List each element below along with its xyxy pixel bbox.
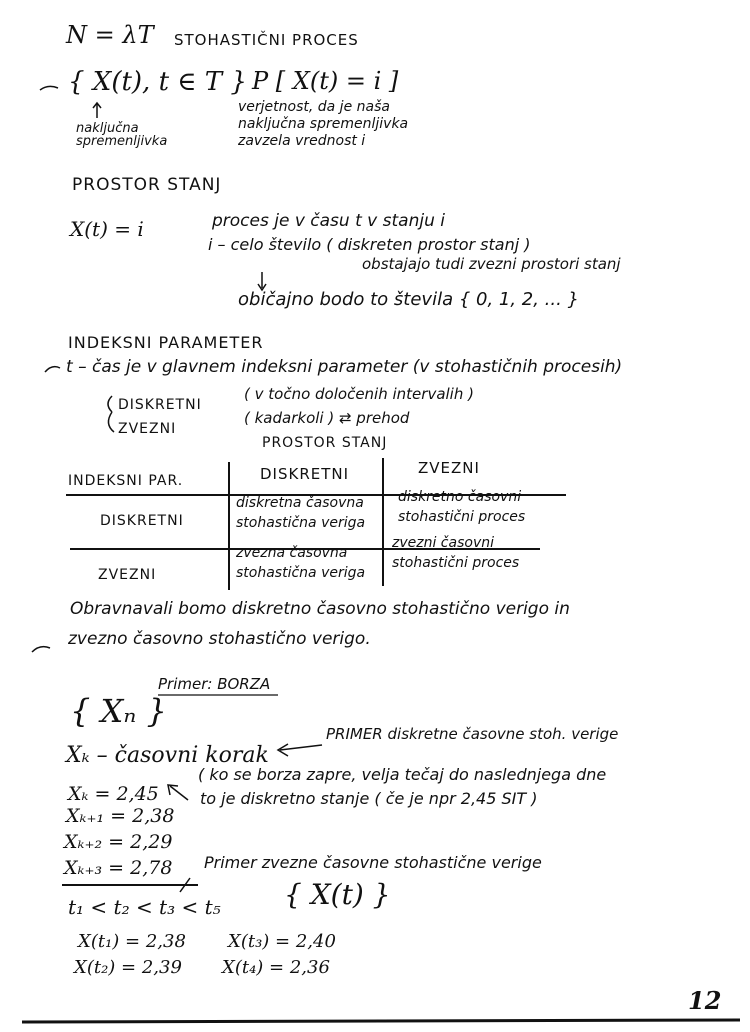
value-xk1: Xₖ₊₁ = 2,38	[66, 805, 175, 827]
table-cell-r2c2-line2: stohastični proces	[392, 555, 520, 571]
discrete-description: ( v točno določenih intervalih )	[244, 385, 474, 403]
table-column-rule-2	[382, 458, 384, 586]
table-corner-header: INDEKSNI PAR.	[68, 473, 184, 489]
value-xk2: Xₖ₊₂ = 2,29	[64, 831, 173, 853]
market-note-2: to je diskretno stanje ( če je npr 2,45 SIT )	[200, 789, 538, 808]
index-param-line-1: t – čas je v glavnem indeksni parameter (v stohastičnih procesih)	[66, 357, 623, 377]
discussion-line-2: zvezno časovno stohastično verigo.	[68, 629, 371, 649]
value-xk3: Xₖ₊₃ = 2,78	[64, 857, 173, 879]
index-param-heading: INDEKSNI PARAMETER	[68, 333, 264, 352]
process-set-expression: { X(t), t ∈ T }	[68, 67, 247, 97]
continuous-description: ( kadarkoli ) ⇄ prehod	[244, 409, 410, 427]
table-col-discrete: DISKRETNI	[260, 465, 350, 483]
continuous-example-note: Primer zvezne časovne stohastične verige	[204, 853, 542, 872]
probability-note-2: naključna spremenljivka	[238, 116, 409, 132]
table-column-rule-1	[228, 462, 230, 590]
table-cell-r2c1-line1: zvezna časovna	[236, 545, 348, 561]
probability-note-3: zavzela vrednost i	[238, 133, 366, 149]
value-xt1: X(t₁) = 2,38	[78, 931, 186, 952]
table-cell-r2c1-line2: stohastična veriga	[236, 565, 366, 581]
table-cell-r1c2-line1: diskretno časovni	[398, 489, 522, 505]
state-line-1: proces je v času t v stanju i	[212, 211, 445, 231]
table-row-discrete-label: DISKRETNI	[100, 513, 184, 529]
value-xt2: X(t₂) = 2,39	[74, 957, 182, 978]
example-title: Primer: BORZA	[158, 675, 271, 693]
state-line-4: običajno bodo to števila { 0, 1, 2, ... }	[238, 289, 580, 310]
random-variable-note-2: spremenljivka	[76, 134, 168, 149]
market-note-1: ( ko se borza zapre, velja tečaj do naslednjega dne	[198, 765, 607, 784]
table-cell-r2c2-line1: zvezni časovni	[392, 535, 494, 551]
value-xk: Xₖ = 2,45	[68, 783, 159, 805]
table-cell-r1c1-line1: diskretna časovna	[236, 495, 364, 511]
page-number: 12	[688, 986, 722, 1015]
state-expression: X(t) = i	[70, 217, 144, 241]
table-cell-r1c2-line2: stohastični proces	[398, 509, 526, 525]
discrete-label: DISKRETNI	[118, 397, 202, 413]
continuous-set-expression: { X(t) }	[284, 878, 391, 911]
formula: N = λT	[66, 21, 154, 49]
time-step-expression: Xₖ – časovni korak	[66, 743, 269, 768]
time-ordering: t₁ < t₂ < t₃ < t₅	[68, 895, 221, 919]
state-line-2: i – celo število ( diskreten prostor stanj )	[208, 235, 531, 254]
probability-expression: P [ X(t) = i ]	[252, 67, 399, 95]
example-set-expression: { Xₙ }	[70, 692, 167, 730]
continuous-label: ZVEZNI	[118, 421, 177, 437]
discussion-line-1: Obravnavali bomo diskretno časovno stohastično verigo in	[70, 599, 570, 619]
probability-note-1: verjetnost, da je naša	[238, 99, 390, 115]
table-col-continuous: ZVEZNI	[418, 459, 480, 477]
state-space-label: PROSTOR STANJ	[262, 435, 388, 451]
state-line-3: obstajajo tudi zvezni prostori stanj	[362, 255, 621, 273]
table-cell-r1c1-line2: stohastična veriga	[236, 515, 366, 531]
table-row-continuous-label: ZVEZNI	[98, 567, 157, 583]
page-title: STOHASTIČNI PROCES	[174, 31, 359, 49]
time-step-note: PRIMER diskretne časovne stoh. verige	[326, 725, 619, 743]
random-variable-note-1: naključna	[76, 121, 139, 136]
state-space-heading: PROSTOR STANJ	[72, 175, 222, 195]
value-xt4: X(t₄) = 2,36	[222, 957, 330, 978]
value-xt3: X(t₃) = 2,40	[228, 931, 336, 952]
values-underline	[62, 884, 198, 886]
